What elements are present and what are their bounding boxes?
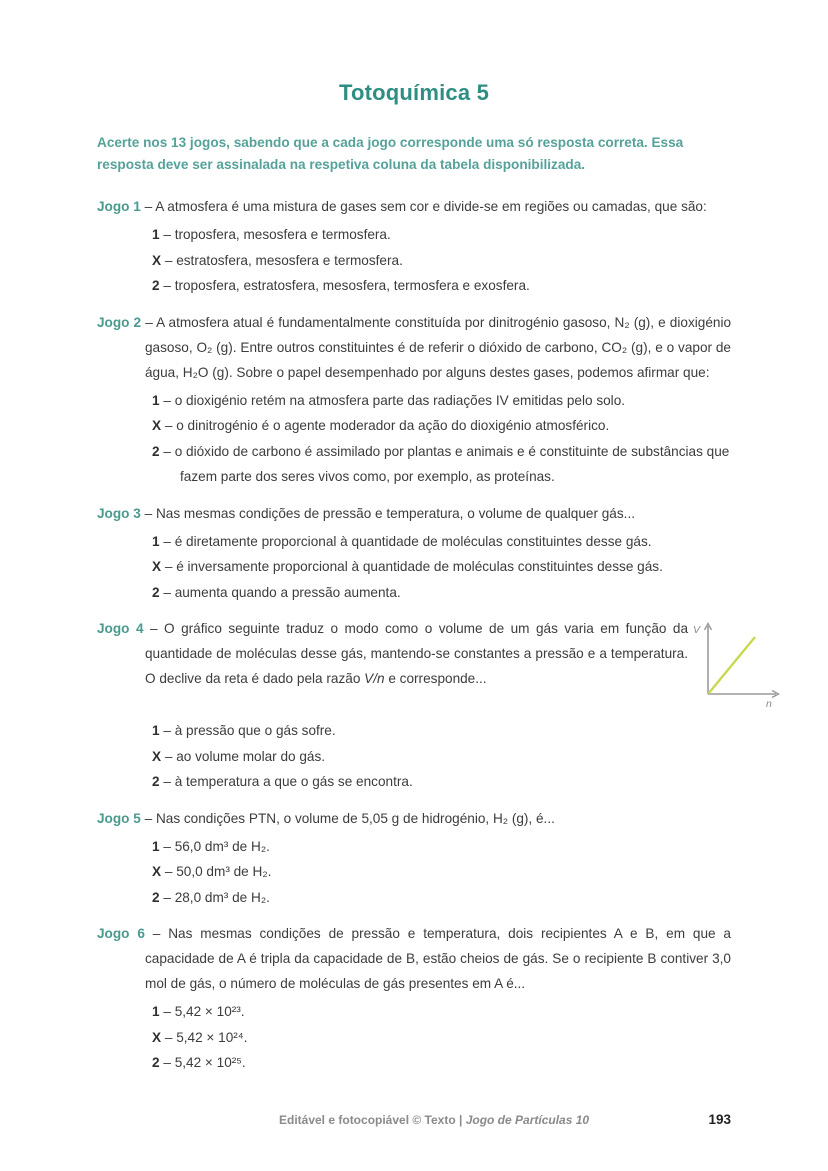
dash-separator: –	[144, 199, 153, 214]
question-body-text: O gráfico seguinte traduz o modo como o volume de um gás varia em função da quantidade de moléculas desse gás, mantendo-se constantes a pressão e a temperatura. O declive da reta é dado pela razão	[145, 621, 689, 686]
option-1	[152, 718, 731, 744]
options-list	[97, 834, 731, 911]
dash-separator: –	[163, 392, 171, 408]
options-list	[97, 388, 731, 490]
dash-separator: –	[163, 1004, 171, 1019]
option-text: é diretamente proporcional à quantidade de moléculas constituintes desse gás.	[174, 533, 652, 549]
intro-text: Acerte nos 13 jogos, sabendo que a cada jogo corresponde uma só resposta correta. Essa resposta deve ser assinalada na respetiva coluna da tabela disponibilizada.	[97, 135, 684, 172]
x-axis-label: n	[766, 698, 772, 710]
question-statement	[97, 310, 731, 385]
question-body-text: A atmosfera é uma mistura de gases sem cor e divide-se em regiões ou camadas, que são:	[155, 199, 707, 214]
dash-separator: –	[163, 584, 171, 600]
option-1	[152, 999, 731, 1025]
option-x	[152, 859, 731, 885]
question-jogo-6	[97, 921, 731, 1076]
dash-separator: –	[164, 1029, 173, 1045]
option-2	[152, 769, 731, 795]
question-label: Jogo 2	[97, 314, 142, 330]
option-key: 2	[152, 443, 160, 459]
option-2	[152, 1050, 731, 1076]
option-key: X	[152, 418, 162, 433]
option-text: troposfera, estratosfera, mesosfera, termosfera e exosfera.	[174, 278, 530, 293]
question-statement	[97, 194, 731, 219]
question-label: Jogo 6	[97, 926, 145, 941]
page-number: 193	[708, 1112, 731, 1127]
question-with-graph-row	[97, 616, 772, 715]
option-text: o dioxigénio retém na atmosfera parte das radiações IV emitidas pelo solo.	[174, 392, 626, 408]
option-text: à pressão que o gás sofre.	[174, 723, 336, 738]
dash-separator: –	[164, 252, 173, 268]
option-text: 5,42 × 10²⁴.	[176, 1029, 248, 1045]
option-1	[152, 222, 731, 248]
option-text: o dióxido de carbono é assimilado por plantas e animais e é constituinte de substâncias que fazem parte dos seres vivos como, por exemplo, as proteínas.	[174, 443, 730, 484]
option-text: 5,42 × 10²⁵.	[174, 1055, 246, 1070]
option-text: aumenta quando a pressão aumenta.	[174, 584, 401, 600]
dash-separator: –	[164, 748, 173, 764]
dash-separator: –	[163, 838, 171, 854]
option-2	[152, 885, 731, 911]
option-text: 50,0 dm³ de H₂.	[176, 864, 272, 879]
question-jogo-3	[97, 501, 731, 606]
option-key: X	[152, 748, 162, 764]
footer-credit-text: Editável e fotocopiável © Texto |	[279, 1113, 466, 1127]
question-jogo-5	[97, 806, 731, 911]
option-2	[152, 439, 731, 490]
dash-separator: –	[152, 926, 161, 941]
option-text: é inversamente proporcional à quantidade de moléculas constituintes desse gás.	[176, 559, 663, 574]
option-text: troposfera, mesosfera e termosfera.	[174, 227, 391, 242]
vn-ratio-italic: V/n	[364, 671, 385, 686]
dash-separator: –	[150, 621, 158, 636]
option-key: 1	[152, 723, 160, 738]
option-text: à temperatura a que o gás se encontra.	[174, 774, 413, 789]
option-text: 56,0 dm³ de H₂.	[174, 838, 270, 854]
dash-separator: –	[145, 314, 153, 330]
option-key: 1	[152, 392, 160, 408]
option-text: 5,42 × 10²³.	[174, 1004, 245, 1019]
question-statement	[97, 921, 731, 996]
options-list	[97, 529, 731, 606]
option-x	[152, 248, 731, 274]
option-x	[152, 744, 731, 770]
question-body-text: Nas condições PTN, o volume de 5,05 g de hidrogénio, H₂ (g), é...	[155, 810, 555, 826]
option-text: ao volume molar do gás.	[176, 748, 326, 764]
option-key: 2	[152, 889, 160, 905]
dash-separator: –	[164, 864, 173, 879]
footer-book-title: Jogo de Partículas 10	[465, 1113, 590, 1127]
question-statement	[97, 501, 731, 526]
option-key: 2	[152, 774, 160, 789]
graph-line	[709, 637, 756, 694]
option-x	[152, 554, 731, 580]
option-2	[152, 580, 731, 606]
option-text: 28,0 dm³ de H₂.	[174, 889, 270, 905]
option-key: 1	[152, 227, 160, 242]
page-footer	[97, 1112, 731, 1127]
question-jogo-4	[97, 616, 772, 795]
question-jogo-2	[97, 310, 731, 490]
options-list	[97, 999, 731, 1076]
options-list	[97, 222, 731, 299]
page-title: Totoquímica 5	[338, 80, 490, 105]
dash-separator: –	[163, 278, 171, 293]
question-statement	[97, 806, 731, 831]
dash-separator: –	[144, 810, 153, 826]
dash-separator: –	[163, 774, 171, 789]
dash-separator: –	[163, 889, 171, 905]
vn-graph	[688, 618, 788, 715]
option-text: estratosfera, mesosfera e termosfera.	[176, 252, 403, 268]
option-key: X	[152, 559, 162, 574]
question-body-text-after: e corresponde...	[384, 671, 487, 686]
dash-separator: –	[163, 533, 171, 549]
question-jogo-1	[97, 194, 731, 299]
dash-separator: –	[163, 723, 171, 738]
option-key: X	[152, 252, 162, 268]
option-text: o dinitrogénio é o agente moderador da ação do dioxigénio atmosférico.	[176, 418, 610, 433]
question-body-text: Nas mesmas condições de pressão e temperatura, dois recipientes A e B, em que a capacidade de A é tripla da capacidade de B, estão cheios de gás. Se o recipiente B contiver 3,0 mol de gás, o número de moléculas de gás presentes em A é...	[145, 926, 731, 991]
option-key: X	[152, 1029, 162, 1045]
question-body-text: Nas mesmas condições de pressão e temperatura, o volume de qualquer gás...	[155, 505, 635, 521]
option-key: 2	[152, 584, 160, 600]
option-key: 1	[152, 1004, 160, 1019]
question-body-text: A atmosfera atual é fundamentalmente constituída por dinitrogénio gasoso, N₂ (g), e dioxigénio gasoso, O₂ (g). Entre outros constituintes é de referir o dióxido de carbono, CO₂ (g), e o vapor de água, H₂O (g). Sobre o papel desempenhado por alguns destes gases, podemos afirmar que:	[145, 314, 732, 380]
option-key: X	[152, 864, 162, 879]
option-x	[152, 1025, 731, 1051]
dash-separator: –	[163, 227, 171, 242]
option-1	[152, 388, 731, 414]
question-label: Jogo 5	[97, 810, 141, 826]
option-key: 1	[152, 838, 160, 854]
option-key: 2	[152, 1055, 160, 1070]
vn-graph-svg	[688, 618, 788, 710]
dash-separator: –	[163, 443, 171, 459]
question-label: Jogo 4	[97, 621, 144, 636]
question-label: Jogo 3	[97, 505, 141, 521]
option-1	[152, 529, 731, 555]
question-label: Jogo 1	[97, 199, 141, 214]
dash-separator: –	[163, 1055, 171, 1070]
dash-separator: –	[144, 505, 153, 521]
options-list	[97, 718, 731, 795]
option-1	[152, 834, 731, 860]
option-x	[152, 413, 731, 439]
option-key: 2	[152, 278, 160, 293]
question-statement	[97, 616, 688, 691]
dash-separator: –	[164, 418, 173, 433]
option-key: 1	[152, 533, 160, 549]
option-2	[152, 273, 731, 299]
dash-separator: –	[164, 559, 173, 574]
footer-credit	[279, 1113, 589, 1127]
y-axis-label: V	[693, 624, 701, 636]
